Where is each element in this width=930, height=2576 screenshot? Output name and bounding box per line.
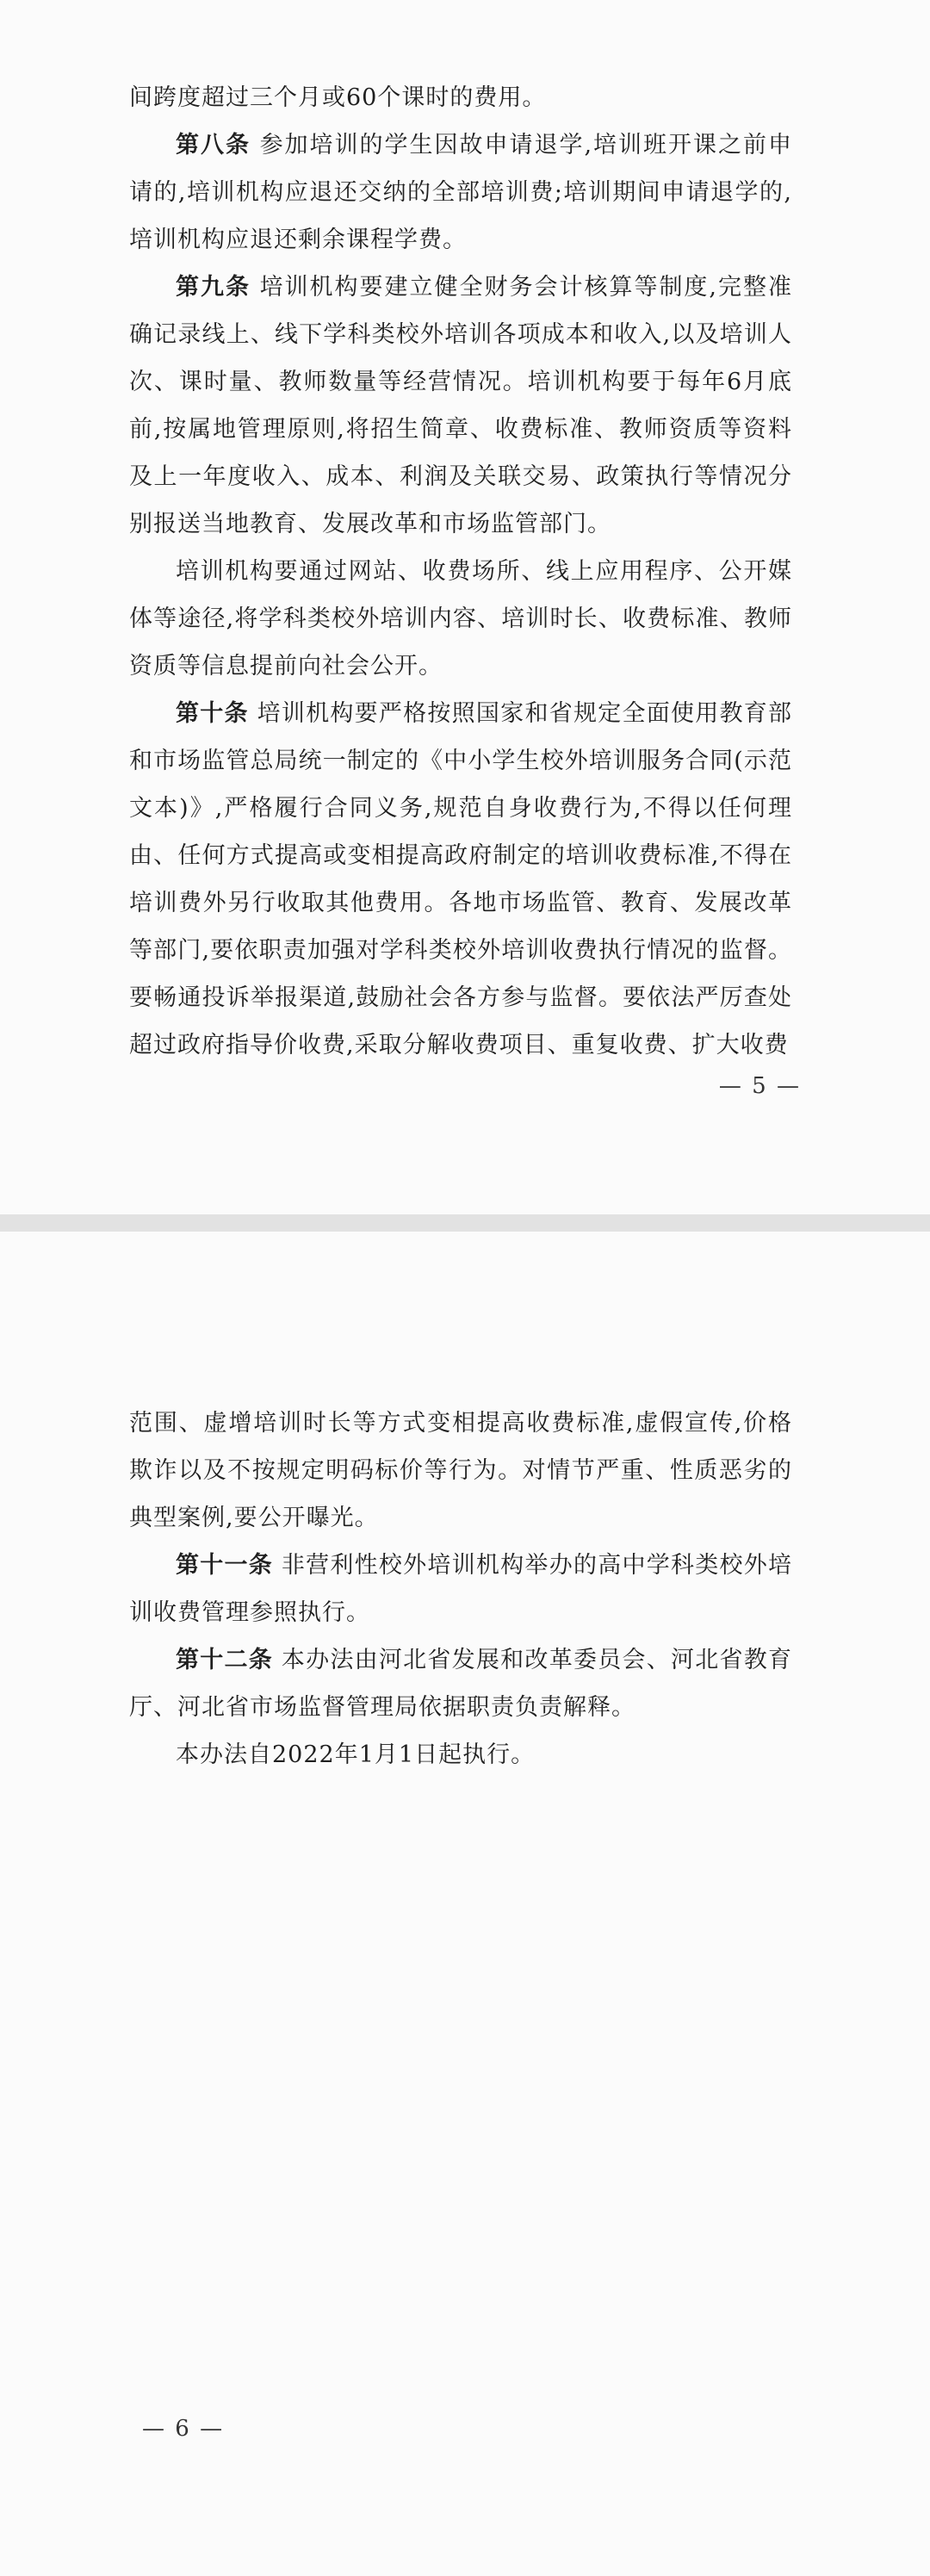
article-number: 第八条 bbox=[176, 132, 251, 158]
article-9-disclosure-paragraph bbox=[129, 548, 792, 690]
article-number: 第十二条 bbox=[176, 1647, 274, 1673]
paragraph-text: 培训机构要建立健全财务会计核算等制度,完整准确记录线上、线下学科类校外培训各项成本和收入,以及培训人次、课时量、教师数量等经营情况。培训机构要于每年6月底前,按属地管理原则,将招生简章、收费标准、教师资质等资料及上一年度收入、成本、利润及关联交易、政策执行等情况分别报送当地教育、发展改革和市场监管部门。 bbox=[129, 274, 792, 537]
article-number: 第九条 bbox=[176, 274, 251, 301]
paragraph-text: 培训机构要通过网站、收费场所、线上应用程序、公开媒体等途径,将学科类校外培训内容、培训时长、收费标准、教师资质等信息提前向社会公开。 bbox=[129, 558, 792, 680]
document-page-5 bbox=[0, 0, 930, 1214]
article-11-paragraph bbox=[129, 1542, 792, 1636]
paragraph-continuation bbox=[129, 1400, 792, 1542]
page-number: — 6 — bbox=[142, 2416, 225, 2442]
paragraph-text: 非营利性校外培训机构举办的高中学科类校外培训收费管理参照执行。 bbox=[129, 1552, 792, 1626]
effective-date-paragraph bbox=[129, 1731, 792, 1778]
page-number: — 5 — bbox=[718, 1073, 801, 1099]
page-separator bbox=[0, 1214, 930, 1232]
paragraph-text: 本办法自2022年1月1日起执行。 bbox=[176, 1741, 536, 1768]
article-10-paragraph bbox=[129, 690, 792, 1069]
paragraph-text: 间跨度超过三个月或60个课时的费用。 bbox=[129, 84, 547, 111]
article-number: 第十一条 bbox=[176, 1552, 274, 1579]
article-9-paragraph bbox=[129, 264, 792, 548]
article-number: 第十条 bbox=[176, 700, 249, 727]
paragraph-text: 范围、虚增培训时长等方式变相提高收费标准,虚假宣传,价格欺诈以及不按规定明码标价等行为。对情节严重、性质恶劣的典型案例,要公开曝光。 bbox=[129, 1410, 792, 1531]
paragraph-text: 培训机构要严格按照国家和省规定全面使用教育部和市场监管总局统一制定的《中小学生校外培训服务合同(示范文本)》,严格履行合同义务,规范自身收费行为,不得以任何理由、任何方式提高或变相提高政府制定的培训收费标准,不得在培训费外另行收取其他费用。各地市场监管、教育、发展改革等部门,要依职责加强对学科类校外培训收费执行情况的监督。要畅通投诉举报渠道,鼓励社会各方参与监督。要依法严厉查处超过政府指导价收费,采取分解收费项目、重复收费、扩大收费 bbox=[129, 700, 793, 1058]
article-12-paragraph bbox=[129, 1636, 792, 1731]
paragraph-text: 本办法由河北省发展和改革委员会、河北省教育厅、河北省市场监督管理局依据职责负责解释。 bbox=[129, 1647, 792, 1721]
paragraph-text: 参加培训的学生因故申请退学,培训班开课之前申请的,培训机构应退还交纳的全部培训费;培训期间申请退学的,培训机构应退还剩余课程学费。 bbox=[129, 132, 792, 253]
page-6-body bbox=[129, 1400, 792, 1778]
article-8-paragraph bbox=[129, 121, 792, 264]
page-5-body bbox=[129, 74, 792, 1069]
paragraph-continuation bbox=[129, 74, 792, 121]
